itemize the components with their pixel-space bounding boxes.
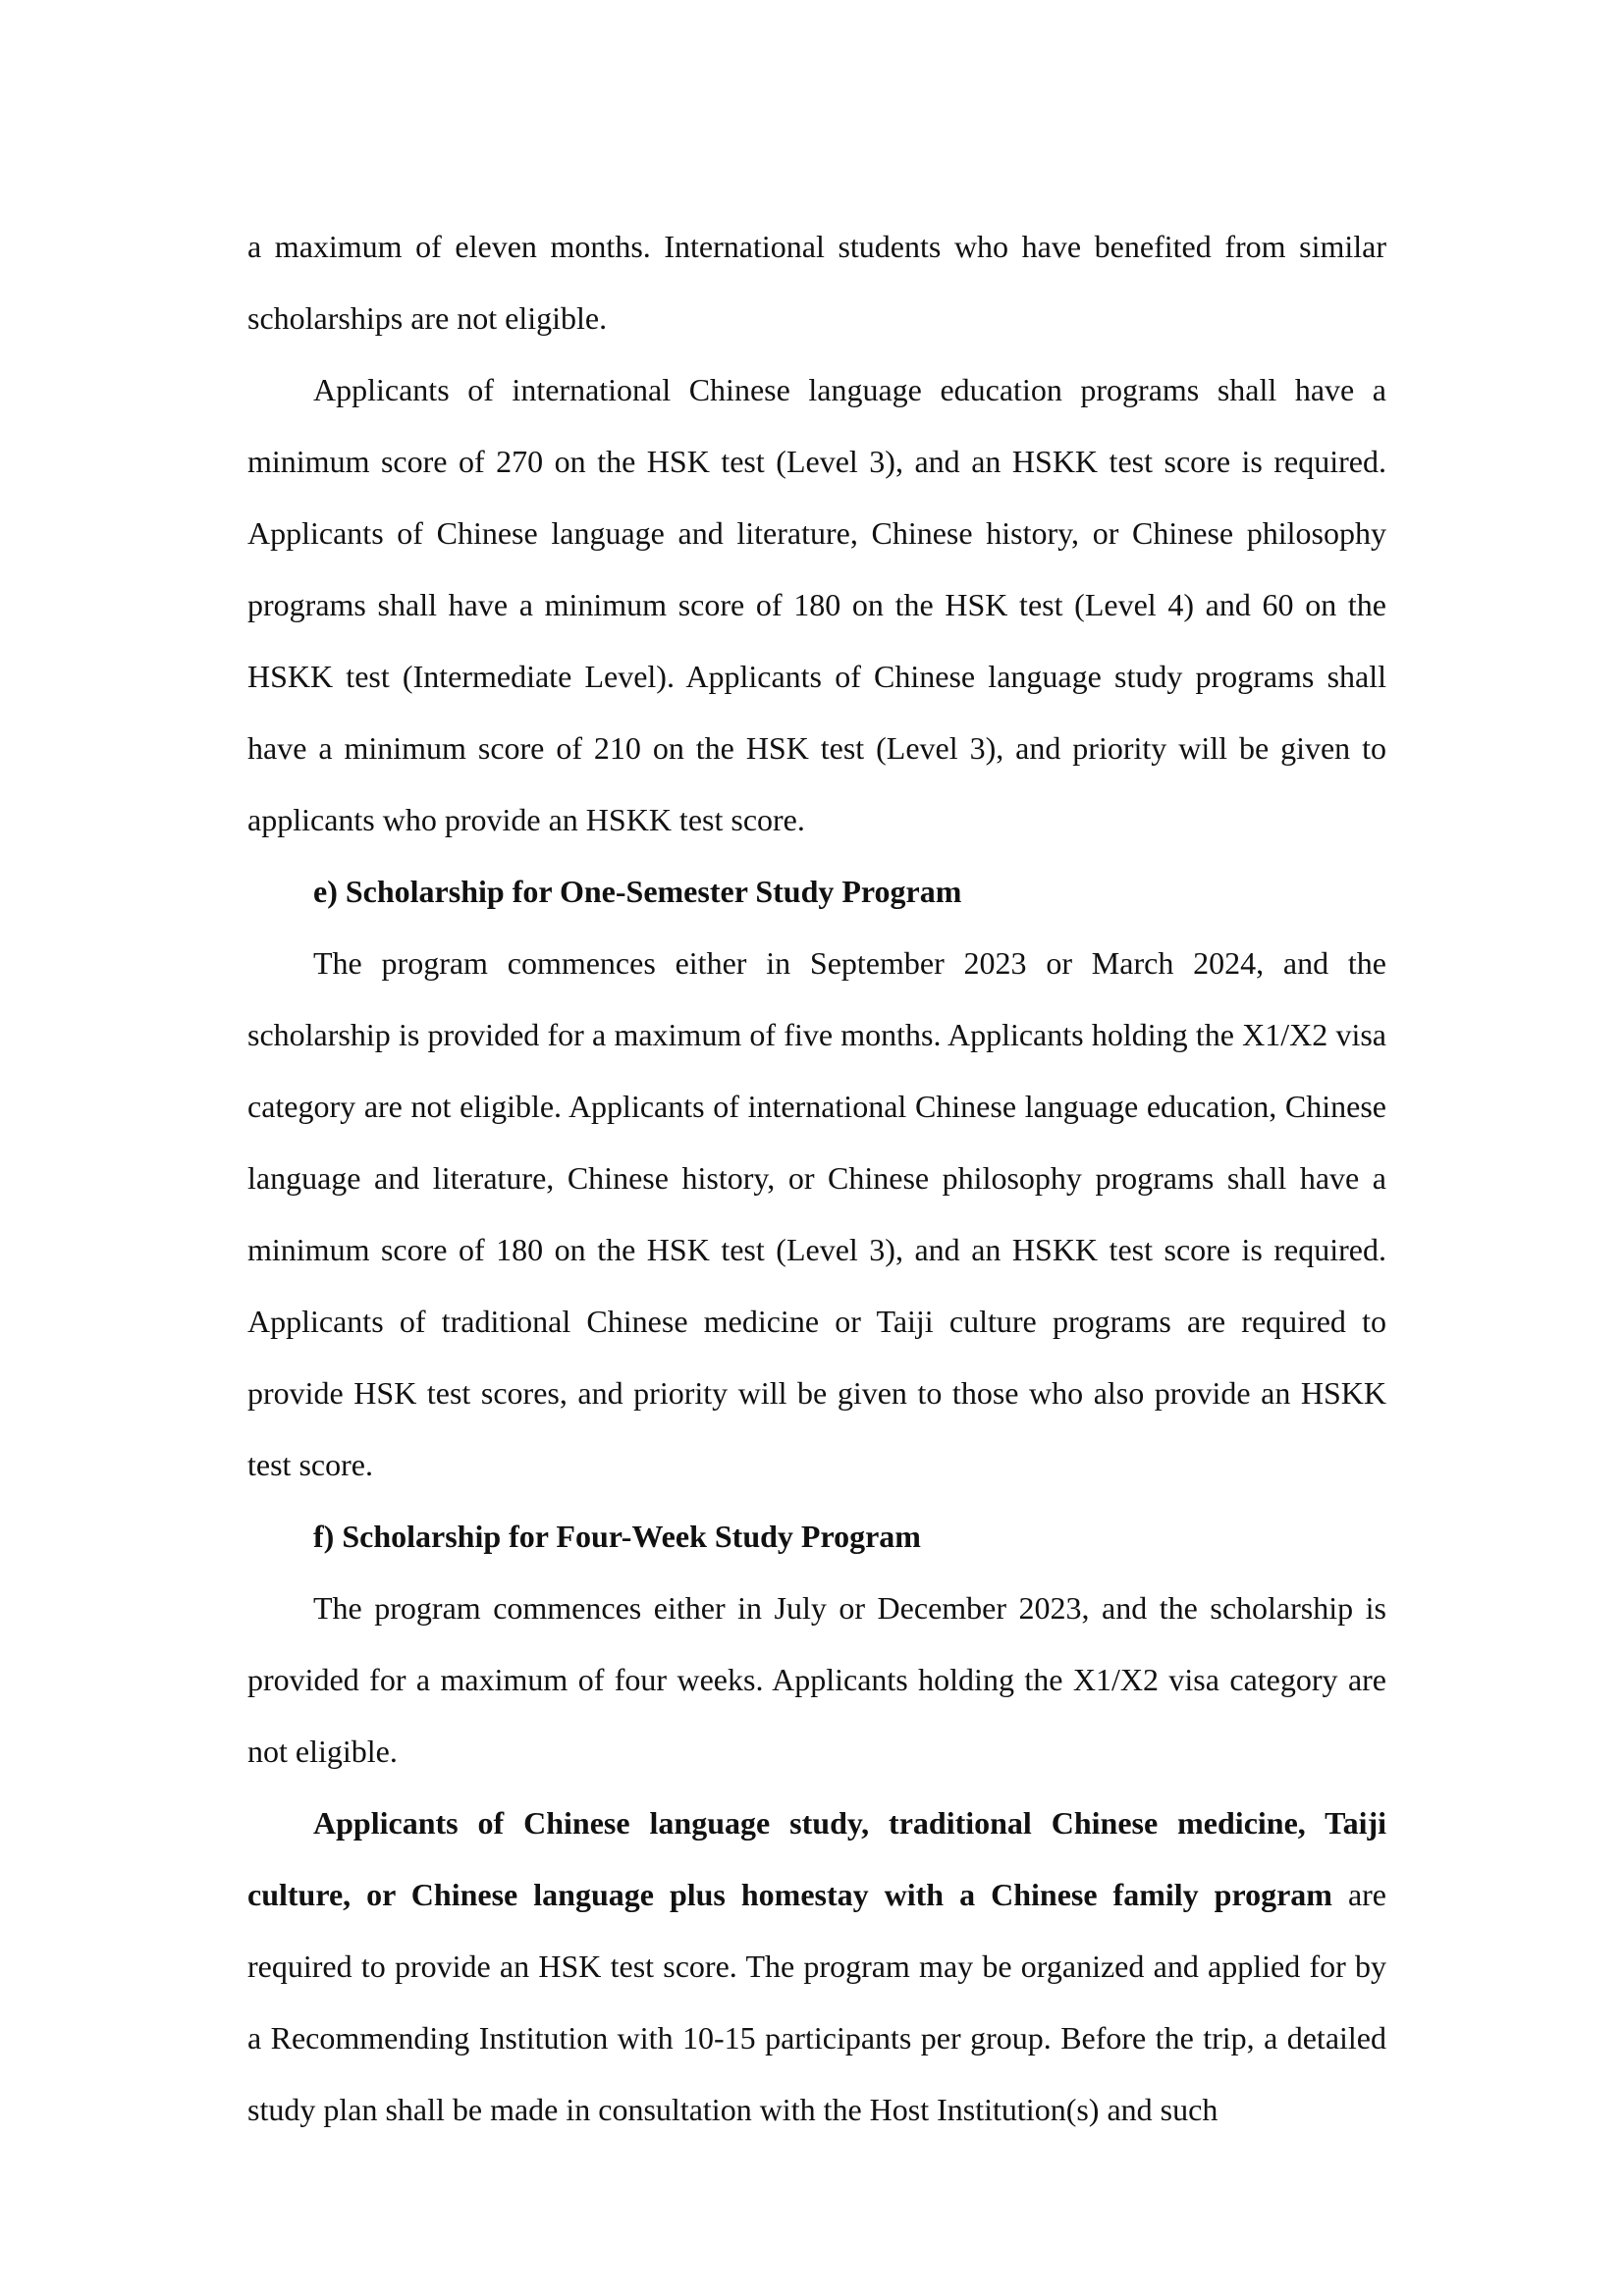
paragraph-language-requirements: Applicants of international Chinese language education programs shall have a minimum score of 270 on the HSK test (Level 3), and an HSKK test score is required. Applicants of Chinese language and literature, Chinese history, or Chinese philosophy programs shall have a minimum score of 180 on the HSK test (Level 4) and 60 on the HSKK test (Intermediate Level). Applicants of Chinese language study programs shall have a minimum score of 210 on the HSK test (Level 3), and priority will be given to applicants who provide an HSKK test score. — [247, 372, 1386, 837]
document-page — [247, 211, 1386, 2146]
paragraph-continuation: a maximum of eleven months. International students who have benefited from similar scholarships are not eligible. — [247, 229, 1386, 336]
section-heading-f: f) Scholarship for Four-Week Study Program — [313, 1519, 921, 1554]
paragraph-one-semester: The program commences either in September 2023 or March 2024, and the scholarship is provided for a maximum of five months. Applicants holding the X1/X2 visa category are not eligible. Applicants of international Chinese language education, Chinese language and literature, Chinese history, or Chinese philosophy programs shall have a minimum score of 180 on the HSK test (Level 3), and an HSKK test score is required. Applicants of traditional Chinese medicine or Taiji culture programs are required to provide HSK test scores, and priority will be given to those who also provide an HSKK test score. — [247, 945, 1386, 1482]
paragraph-remainder: are required to provide an HSK test score. The program may be organized and applied for by a Recommending Institution with 10-15 participants per group. Before the trip, a detailed study plan shall be made in consultation with the Host Institution(s) and such — [247, 1877, 1387, 2127]
paragraph-four-week-requirements — [247, 1788, 1386, 2146]
bold-program-list: Applicants of Chinese language study, traditional Chinese medicine, Taiji culture, or Chinese language plus homestay with a Chinese family program — [247, 1805, 1386, 1912]
paragraph-four-week: The program commences either in July or December 2023, and the scholarship is provided for a maximum of four weeks. Applicants holding the X1/X2 visa category are not eligible. — [247, 1590, 1386, 1769]
section-heading-e: e) Scholarship for One-Semester Study Program — [313, 874, 962, 909]
